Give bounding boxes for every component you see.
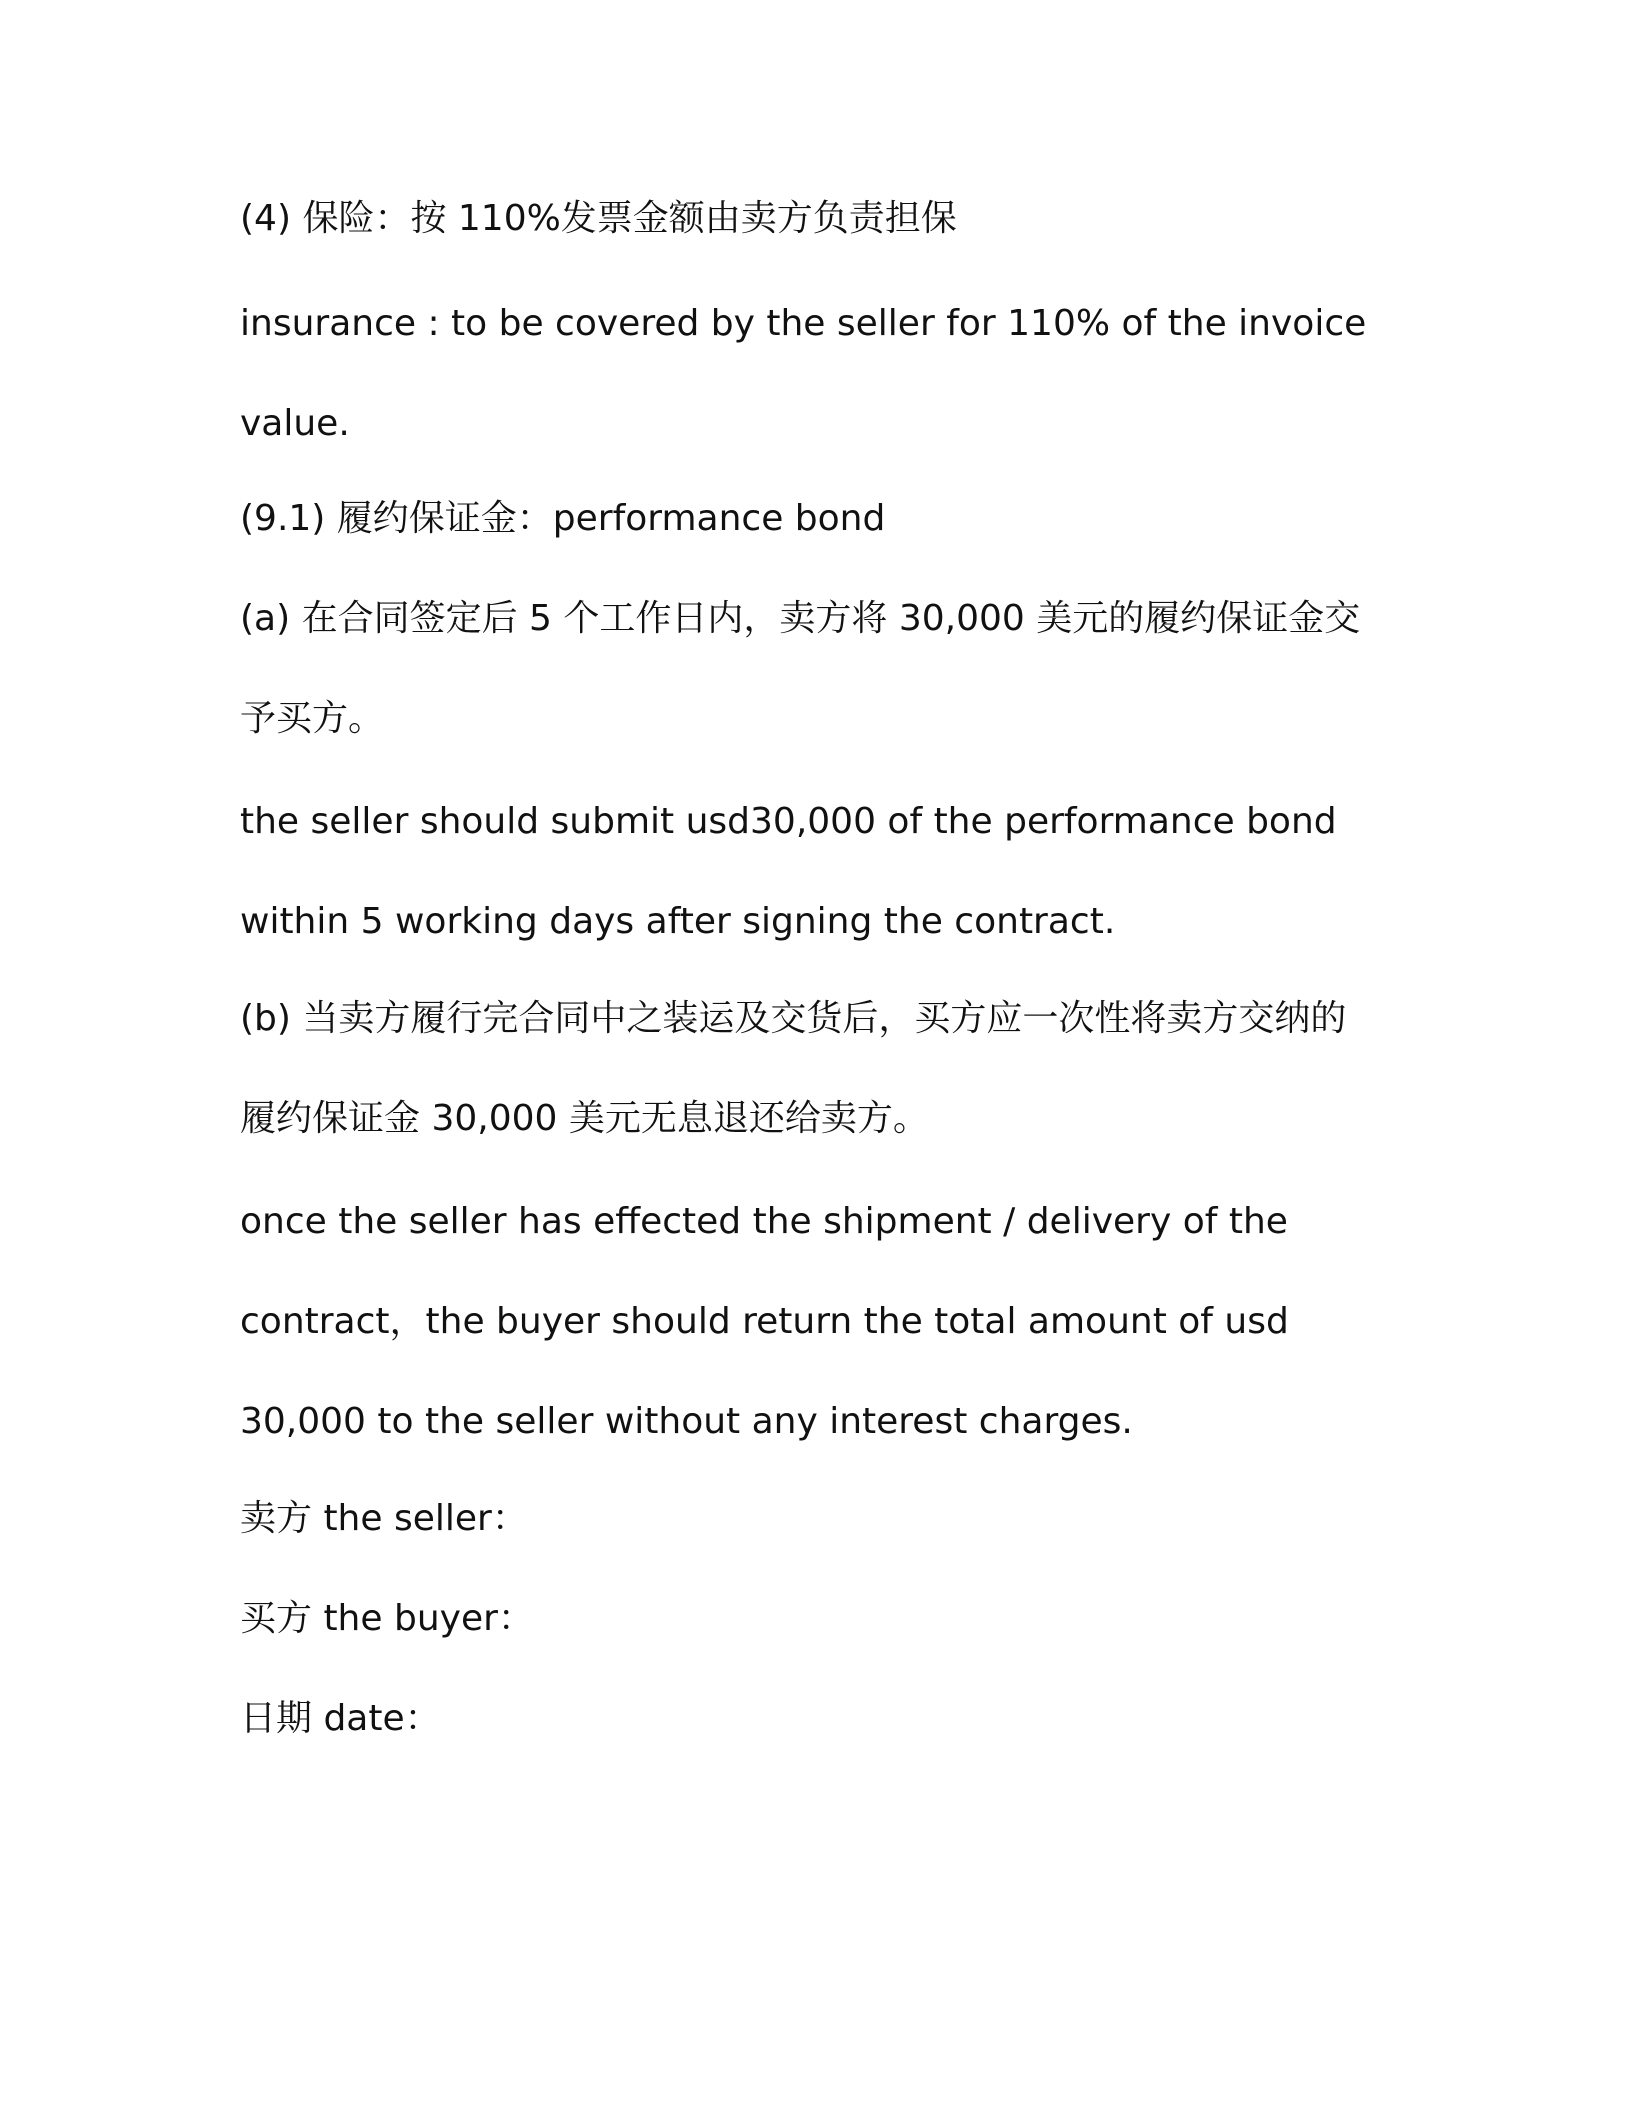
clause-b-en-line1: once the seller has effected the shipment / delivery of the <box>240 1201 1288 1242</box>
clause-a-cn-line1: (a) 在合同签定后 5 个工作日内，卖方将 30,000 美元的履约保证金交 <box>240 598 1361 639</box>
date-label: 日期 date： <box>240 1698 441 1739</box>
seller-signature-label: 卖方 the seller： <box>240 1498 528 1539</box>
clause-a-en-line1: the seller should submit usd30,000 of the performance bond <box>240 801 1337 842</box>
insurance-clause-en-line1: insurance : to be covered by the seller for 110% of the invoice <box>240 303 1367 344</box>
buyer-signature-label: 买方 the buyer： <box>240 1598 534 1639</box>
performance-bond-heading: (9.1) 履约保证金：performance bond <box>240 498 886 539</box>
insurance-clause-en-line2: value. <box>240 403 350 444</box>
clause-b-cn-line1: (b) 当卖方履行完合同中之装运及交货后，买方应一次性将卖方交纳的 <box>240 998 1347 1039</box>
clause-a-cn-line2: 予买方。 <box>240 698 385 739</box>
insurance-clause-cn: (4) 保险：按 110%发票金额由卖方负责担保 <box>240 198 957 239</box>
clause-b-en-line2: contract，the buyer should return the total amount of usd <box>240 1301 1289 1342</box>
clause-a-en-line2: within 5 working days after signing the contract. <box>240 901 1116 942</box>
clause-b-en-line3: 30,000 to the seller without any interest charges. <box>240 1401 1133 1442</box>
clause-b-cn-line2: 履约保证金 30,000 美元无息退还给卖方。 <box>240 1098 929 1139</box>
